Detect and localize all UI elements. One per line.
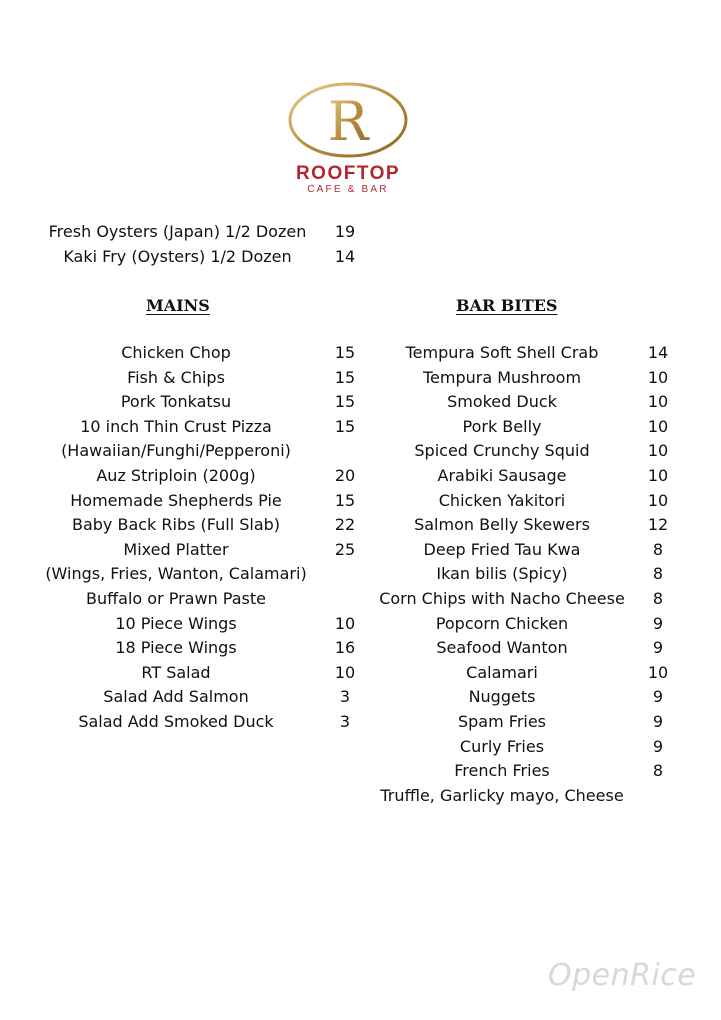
mains-heading: MAINS bbox=[146, 296, 210, 315]
item-name: Salmon Belly Skewers bbox=[414, 515, 590, 535]
item-price: 15 bbox=[334, 490, 356, 510]
item-name: Pork Belly bbox=[462, 416, 542, 436]
item-name: Auz Striploin (200g) bbox=[96, 466, 256, 485]
item-name: (Hawaiian/Funghi/Pepperoni) bbox=[61, 441, 291, 461]
item-price: 22 bbox=[334, 515, 356, 535]
bar-bites-heading: BAR BITES bbox=[456, 296, 558, 315]
item-price: 9 bbox=[652, 638, 664, 658]
item-name: 18 Piece Wings bbox=[115, 638, 237, 658]
item-price: 10 bbox=[647, 416, 669, 436]
item-price: 15 bbox=[334, 367, 356, 387]
item-name: Deep Fried Tau Kwa bbox=[423, 539, 581, 559]
item-price: 8 bbox=[652, 539, 664, 559]
item-name: French Fries bbox=[454, 761, 550, 781]
openrice-watermark: OpenRice bbox=[548, 958, 697, 993]
item-name: Arabiki Sausage bbox=[437, 466, 567, 485]
item-name: Homemade Shepherds Pie bbox=[70, 490, 282, 510]
item-name: Buffalo or Prawn Paste bbox=[86, 589, 266, 608]
item-price: 3 bbox=[339, 687, 351, 707]
svg-text:R: R bbox=[327, 90, 369, 153]
item-price: 14 bbox=[647, 343, 669, 362]
item-name: RT Salad bbox=[141, 662, 211, 682]
item-name: Fresh Oysters (Japan) 1/2 Dozen bbox=[48, 222, 307, 241]
item-name: Chicken Yakitori bbox=[438, 490, 566, 510]
item-name: Salad Add Smoked Duck bbox=[78, 712, 274, 731]
item-price: 8 bbox=[652, 564, 664, 584]
rooftop-logo bbox=[286, 82, 410, 198]
item-price: 10 bbox=[647, 662, 669, 682]
item-price: 20 bbox=[334, 466, 356, 485]
item-price: 15 bbox=[334, 343, 356, 362]
item-name: Chicken Chop bbox=[121, 343, 231, 362]
item-price: 8 bbox=[652, 761, 664, 781]
item-price: 25 bbox=[334, 539, 356, 559]
item-price: 10 bbox=[647, 392, 669, 412]
item-price: 8 bbox=[652, 589, 664, 608]
item-price: 10 bbox=[334, 662, 356, 682]
item-price: 9 bbox=[652, 687, 664, 707]
item-price: 10 bbox=[647, 466, 669, 485]
item-name: Popcorn Chicken bbox=[435, 613, 569, 633]
item-name: Curly Fries bbox=[459, 736, 545, 756]
item-name: 10 inch Thin Crust Pizza bbox=[80, 416, 272, 436]
item-name: Spam Fries bbox=[457, 712, 547, 731]
item-name: Corn Chips with Nacho Cheese bbox=[379, 589, 625, 608]
item-name: Tempura Mushroom bbox=[422, 367, 582, 387]
item-price: 16 bbox=[334, 638, 356, 658]
item-name: Smoked Duck bbox=[447, 392, 557, 412]
item-name: Calamari bbox=[466, 662, 538, 682]
item-name: Fish & Chips bbox=[127, 367, 225, 387]
item-price: 10 bbox=[647, 490, 669, 510]
item-name: Ikan bilis (Spicy) bbox=[436, 564, 568, 584]
item-name: Salad Add Salmon bbox=[103, 687, 249, 707]
item-price: 10 bbox=[647, 441, 669, 461]
item-name: Tempura Soft Shell Crab bbox=[405, 343, 599, 362]
item-price: 15 bbox=[334, 416, 356, 436]
item-price: 10 bbox=[647, 367, 669, 387]
logo-name: ROOFTOP bbox=[295, 163, 401, 184]
item-name: Truffle, Garlicky mayo, Cheese bbox=[380, 785, 624, 805]
item-price: 9 bbox=[652, 736, 664, 756]
item-name: Pork Tonkatsu bbox=[120, 392, 232, 412]
logo-emblem-icon bbox=[286, 82, 410, 162]
item-price: 3 bbox=[339, 712, 351, 731]
item-name: Nuggets bbox=[468, 687, 536, 707]
item-price: 9 bbox=[652, 712, 664, 731]
item-name: 10 Piece Wings bbox=[115, 613, 237, 633]
item-price: 19 bbox=[334, 222, 356, 241]
item-price: 12 bbox=[647, 515, 669, 535]
item-name: (Wings, Fries, Wanton, Calamari) bbox=[45, 564, 307, 584]
item-name: Baby Back Ribs (Full Slab) bbox=[71, 515, 281, 535]
item-name: Seafood Wanton bbox=[436, 638, 568, 658]
item-price: 14 bbox=[334, 247, 356, 266]
item-name: Kaki Fry (Oysters) 1/2 Dozen bbox=[63, 247, 292, 266]
item-name: Spiced Crunchy Squid bbox=[414, 441, 590, 461]
item-price: 9 bbox=[652, 613, 664, 633]
logo-tagline: CAFE & BAR bbox=[307, 184, 389, 195]
item-price: 15 bbox=[334, 392, 356, 412]
item-price: 10 bbox=[334, 613, 356, 633]
item-name: Mixed Platter bbox=[123, 539, 229, 559]
